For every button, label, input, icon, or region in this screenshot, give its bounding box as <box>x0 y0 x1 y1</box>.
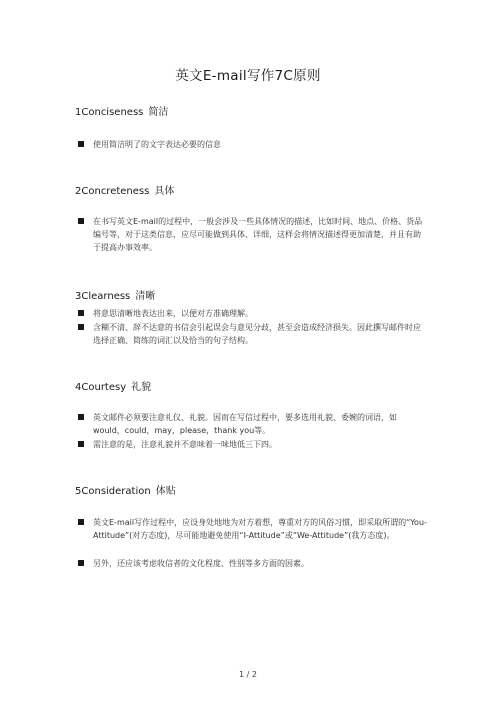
list-item <box>78 516 428 542</box>
list-item-text: 在书写英文E-mail的过程中，一般会涉及一些具体情况的描述，比如时间、地点、价格、货品编号等，对于这类信息，应尽可能做到具体、详细，这样会将情况描述得更加清楚，并且有助于提高办事效率。 <box>93 217 423 253</box>
section-heading-clearness <box>75 287 155 302</box>
square-bullet-icon <box>78 218 84 224</box>
list-item <box>78 321 428 347</box>
list-item-text: 另外，还应该考虑收信者的文化程度、性别等多方面的因素。 <box>93 559 309 568</box>
square-bullet-icon <box>78 324 84 330</box>
section-heading-consideration <box>75 482 176 497</box>
square-bullet-icon <box>78 560 84 566</box>
list-item-text: 将意思清晰地表达出来，以便对方准确理解。 <box>93 309 253 318</box>
list-item <box>78 138 428 151</box>
section-number: 1 <box>75 107 82 118</box>
section-number: 3 <box>75 291 82 302</box>
section-title-zh: 清晰 <box>135 291 156 302</box>
section-title-en: Clearness <box>81 291 131 302</box>
square-bullet-icon <box>78 414 84 420</box>
document-title: 英文E-mail写作7C原则 <box>175 68 321 84</box>
square-bullet-icon <box>78 310 84 316</box>
list-item <box>78 557 428 570</box>
list-item <box>78 307 428 320</box>
section-title-en: Concreteness <box>81 186 150 197</box>
section-title-zh: 体贴 <box>155 486 176 497</box>
list-item-text: 使用简洁明了的文字表达必要的信息 <box>93 140 221 149</box>
section-heading-courtesy <box>75 378 151 393</box>
section-title-zh: 具体 <box>154 186 175 197</box>
section-title-en: Consideration <box>81 486 151 497</box>
section-number: 2 <box>75 186 82 197</box>
section-title-zh: 简洁 <box>148 107 169 118</box>
page-number: 1 / 2 <box>239 670 257 679</box>
list-item <box>78 438 428 451</box>
list-item-text: 含糊不清、辞不达意的书信会引起误会与意见分歧，甚至会造成经济损失。因此撰写邮件时应选择正确、简练的词汇以及恰当的句子结构。 <box>93 323 421 346</box>
section-title-en: Courtesy <box>81 382 127 393</box>
list-item-text: 需注意的是，注意礼貌并不意味着一味地低三下四。 <box>93 440 277 449</box>
list-item-text: 英文邮件必须要注意礼仪、礼貌。因而在写信过程中，要多选用礼貌、委婉的词语，如would，could，may，please，thank you等。 <box>93 413 397 436</box>
section-title-en: Conciseness <box>81 107 144 118</box>
list-item <box>78 215 428 255</box>
section-heading-concreteness <box>75 182 174 197</box>
section-heading-conciseness <box>75 103 168 118</box>
square-bullet-icon <box>78 141 84 147</box>
section-number: 5 <box>75 486 82 497</box>
list-item <box>78 411 428 437</box>
section-title-zh: 礼貌 <box>131 382 152 393</box>
square-bullet-icon <box>78 519 84 525</box>
section-number: 4 <box>75 382 82 393</box>
square-bullet-icon <box>78 441 84 447</box>
list-item-text: 英文E-mail写作过程中，应设身处地地为对方着想，尊重对方的风俗习惯，即采取所谓的“You-Attitude”(对方态度)，尽可能地避免使用“I-Attitude”或“We-Attitude”(我方态度)。 <box>93 518 427 541</box>
